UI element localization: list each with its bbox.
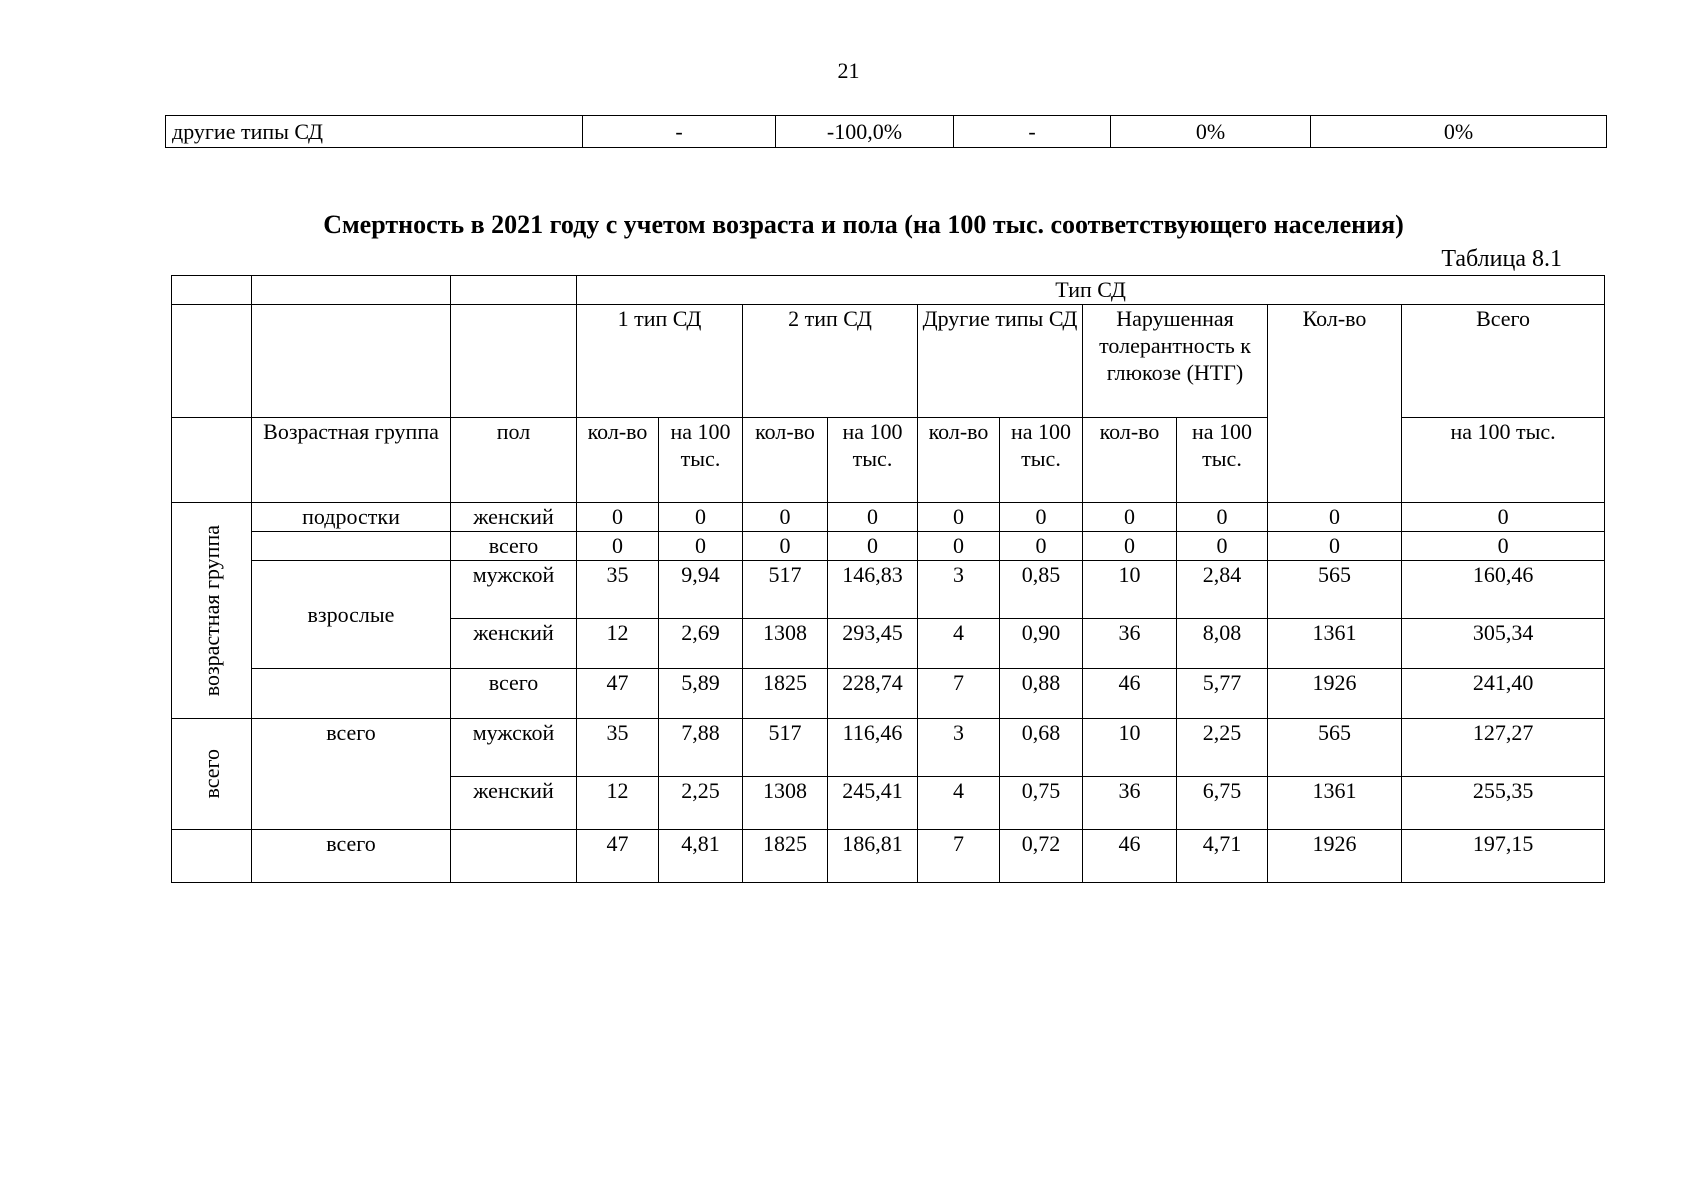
value-cell: 5,77 <box>1177 669 1268 719</box>
side-label-age-group: возрастная группа <box>172 503 252 719</box>
header-type1: 1 тип СД <box>577 305 743 418</box>
header-sex: пол <box>451 418 577 503</box>
value-cell: 0 <box>1083 532 1177 561</box>
value-cell: 0 <box>918 532 1000 561</box>
table-row <box>172 830 1605 883</box>
value-cell: 186,81 <box>828 830 918 883</box>
header-t2-per100: на 100 тыс. <box>828 418 918 503</box>
mortality-table <box>171 275 1605 883</box>
header-ntg: Нарушенная толерантность к глюкозе (НТГ) <box>1083 305 1268 418</box>
table-cell: -100,0% <box>776 116 954 148</box>
value-cell: 160,46 <box>1402 561 1605 619</box>
value-cell: 0 <box>1177 532 1268 561</box>
group-adults: взрослые <box>252 561 451 669</box>
value-cell: 0,88 <box>1000 669 1083 719</box>
header-other-count: кол-во <box>918 418 1000 503</box>
value-cell: 46 <box>1083 830 1177 883</box>
value-cell: 1308 <box>743 619 828 669</box>
value-cell: 241,40 <box>1402 669 1605 719</box>
header-other-types: Другие типы СД <box>918 305 1083 418</box>
value-cell: 0 <box>1177 503 1268 532</box>
value-cell: 7 <box>918 669 1000 719</box>
group-all: всего <box>252 719 451 830</box>
value-cell: 0 <box>1000 503 1083 532</box>
header-tip-sd: Тип СД <box>577 276 1605 305</box>
value-cell: 0,68 <box>1000 719 1083 777</box>
value-cell: 245,41 <box>828 777 918 830</box>
header-type2: 2 тип СД <box>743 305 918 418</box>
value-cell: 565 <box>1268 561 1402 619</box>
value-cell: 1361 <box>1268 777 1402 830</box>
value-cell: 12 <box>577 777 659 830</box>
header-t1-count: кол-во <box>577 418 659 503</box>
value-cell: 0 <box>659 503 743 532</box>
value-cell: 1825 <box>743 669 828 719</box>
value-cell: 116,46 <box>828 719 918 777</box>
value-cell: 0 <box>659 532 743 561</box>
value-cell: 197,15 <box>1402 830 1605 883</box>
value-cell: 36 <box>1083 619 1177 669</box>
value-cell: 12 <box>577 619 659 669</box>
value-cell: 4 <box>918 777 1000 830</box>
value-cell: 2,25 <box>659 777 743 830</box>
table-row <box>166 116 1607 148</box>
value-cell: 565 <box>1268 719 1402 777</box>
row-label: другие типы СД <box>166 116 583 148</box>
value-cell: 7,88 <box>659 719 743 777</box>
value-cell: 255,35 <box>1402 777 1605 830</box>
value-cell: 0,72 <box>1000 830 1083 883</box>
header-ntg-count: кол-во <box>1083 418 1177 503</box>
value-cell: 0 <box>743 532 828 561</box>
value-cell: 3 <box>918 719 1000 777</box>
value-cell: 0,75 <box>1000 777 1083 830</box>
sex-cell: женский <box>451 777 577 830</box>
table-number-label: Таблица 8.1 <box>1441 246 1562 272</box>
header-t2-count: кол-во <box>743 418 828 503</box>
value-cell: 3 <box>918 561 1000 619</box>
header-row <box>172 305 1605 418</box>
sex-cell: женский <box>451 503 577 532</box>
value-cell: 6,75 <box>1177 777 1268 830</box>
value-cell: 0 <box>828 503 918 532</box>
value-cell: 4,71 <box>1177 830 1268 883</box>
value-cell: 7 <box>918 830 1000 883</box>
value-cell: 305,34 <box>1402 619 1605 669</box>
header-other-per100: на 100 тыс. <box>1000 418 1083 503</box>
table-row <box>172 532 1605 561</box>
group-teens: подростки <box>252 503 451 532</box>
value-cell: 9,94 <box>659 561 743 619</box>
header-ntg-per100: на 100 тыс. <box>1177 418 1268 503</box>
value-cell: 0 <box>1000 532 1083 561</box>
value-cell: 0 <box>1268 503 1402 532</box>
value-cell: 0,85 <box>1000 561 1083 619</box>
value-cell: 35 <box>577 561 659 619</box>
value-cell: 0 <box>1083 503 1177 532</box>
page-number: 21 <box>837 58 860 83</box>
value-cell: 146,83 <box>828 561 918 619</box>
sex-cell: всего <box>451 669 577 719</box>
table-row <box>172 561 1605 619</box>
value-cell: 46 <box>1083 669 1177 719</box>
value-cell: 0,90 <box>1000 619 1083 669</box>
value-cell: 0 <box>828 532 918 561</box>
value-cell: 8,08 <box>1177 619 1268 669</box>
header-count: Кол-во <box>1268 305 1402 503</box>
header-age-group: Возрастная группа <box>252 418 451 503</box>
table-row <box>172 503 1605 532</box>
sex-cell: женский <box>451 619 577 669</box>
value-cell: 228,74 <box>828 669 918 719</box>
value-cell: 10 <box>1083 561 1177 619</box>
value-cell: 2,25 <box>1177 719 1268 777</box>
table-row <box>172 719 1605 777</box>
header-total-per100: на 100 тыс. <box>1402 418 1605 503</box>
value-cell: 35 <box>577 719 659 777</box>
value-cell: 4 <box>918 619 1000 669</box>
table-cell: 0% <box>1311 116 1607 148</box>
table-cell: 0% <box>1111 116 1311 148</box>
value-cell: 0 <box>577 503 659 532</box>
value-cell: 0 <box>918 503 1000 532</box>
table-cell: - <box>954 116 1111 148</box>
value-cell: 10 <box>1083 719 1177 777</box>
header-t1-per100: на 100 тыс. <box>659 418 743 503</box>
value-cell: 36 <box>1083 777 1177 830</box>
header-total: Всего <box>1402 305 1605 418</box>
table-title: Смертность в 2021 году с учетом возраста и пола (на 100 тыс. соответствующего населения) <box>323 210 1404 239</box>
value-cell: 0 <box>743 503 828 532</box>
table-row <box>172 669 1605 719</box>
group-grand-total: всего <box>252 830 451 883</box>
value-cell: 0 <box>577 532 659 561</box>
table-cell: - <box>583 116 776 148</box>
sex-cell: мужской <box>451 719 577 777</box>
value-cell: 47 <box>577 669 659 719</box>
header-row <box>172 276 1605 305</box>
sex-cell: мужской <box>451 561 577 619</box>
value-cell: 2,69 <box>659 619 743 669</box>
value-cell: 517 <box>743 719 828 777</box>
value-cell: 0 <box>1402 532 1605 561</box>
value-cell: 293,45 <box>828 619 918 669</box>
value-cell: 127,27 <box>1402 719 1605 777</box>
sex-cell: всего <box>451 532 577 561</box>
sex-cell <box>451 830 577 883</box>
value-cell: 5,89 <box>659 669 743 719</box>
value-cell: 0 <box>1268 532 1402 561</box>
value-cell: 2,84 <box>1177 561 1268 619</box>
value-cell: 47 <box>577 830 659 883</box>
value-cell: 1825 <box>743 830 828 883</box>
value-cell: 1926 <box>1268 830 1402 883</box>
value-cell: 517 <box>743 561 828 619</box>
continuation-table <box>165 115 1607 148</box>
value-cell: 4,81 <box>659 830 743 883</box>
value-cell: 1361 <box>1268 619 1402 669</box>
value-cell: 0 <box>1402 503 1605 532</box>
side-label-total: всего <box>172 719 252 830</box>
value-cell: 1926 <box>1268 669 1402 719</box>
value-cell: 1308 <box>743 777 828 830</box>
